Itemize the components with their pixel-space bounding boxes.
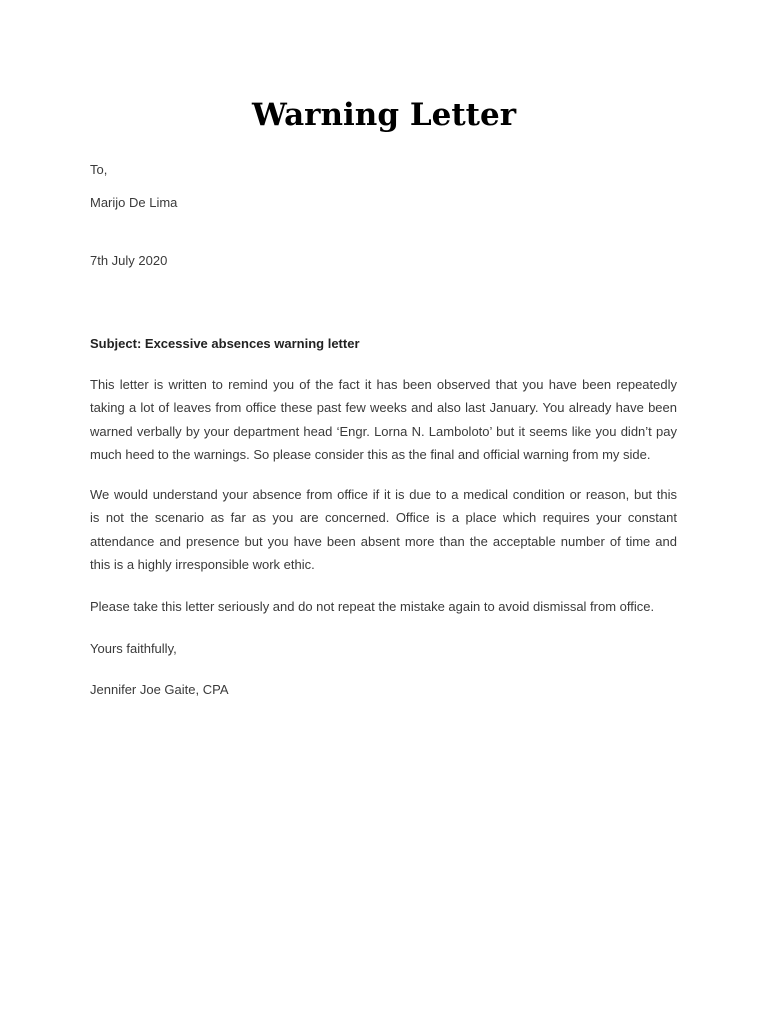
paragraph-line: This letter is written to remind you of the fact it has been observed that you have been repeatedly	[90, 377, 677, 392]
signature-name: Jennifer Joe Gaite, CPA	[90, 682, 229, 697]
letter-date: 7th July 2020	[90, 253, 168, 268]
paragraph-line: We would understand your absence from office if it is due to a medical condition or reason, but this	[90, 487, 677, 502]
letter-title: Warning Letter	[251, 97, 517, 133]
paragraph-line: taking a lot of leaves from office these past few weeks and also last January. You already have been	[90, 400, 677, 416]
paragraph-line: much heed to the warnings. So please consider this as the final and official warning from my side.	[90, 446, 651, 462]
paragraph-line: warned verbally by your department head ‘Engr. Lorna N. Lamboloto’ but it seems like you didn’t pay	[90, 423, 677, 439]
body-paragraph-2	[90, 483, 677, 576]
paragraph-line: attendance and presence but you have been absent more than the acceptable number of time and	[90, 533, 677, 549]
body-paragraph-3: Please take this letter seriously and do not repeat the mistake again to avoid dismissal from office.	[90, 599, 655, 614]
body-paragraph-1	[90, 373, 677, 466]
paragraph-line: this is a highly irresponsible work ethic.	[90, 556, 315, 572]
paragraph-line: is not the scenario as far as you are concerned. Office is a place which requires your constant	[90, 510, 677, 526]
letter-subject: Subject: Excessive absences warning letter	[90, 336, 360, 351]
salutation-to: To,	[90, 162, 108, 177]
recipient-name: Marijo De Lima	[90, 195, 178, 210]
closing-line: Yours faithfully,	[90, 641, 177, 656]
